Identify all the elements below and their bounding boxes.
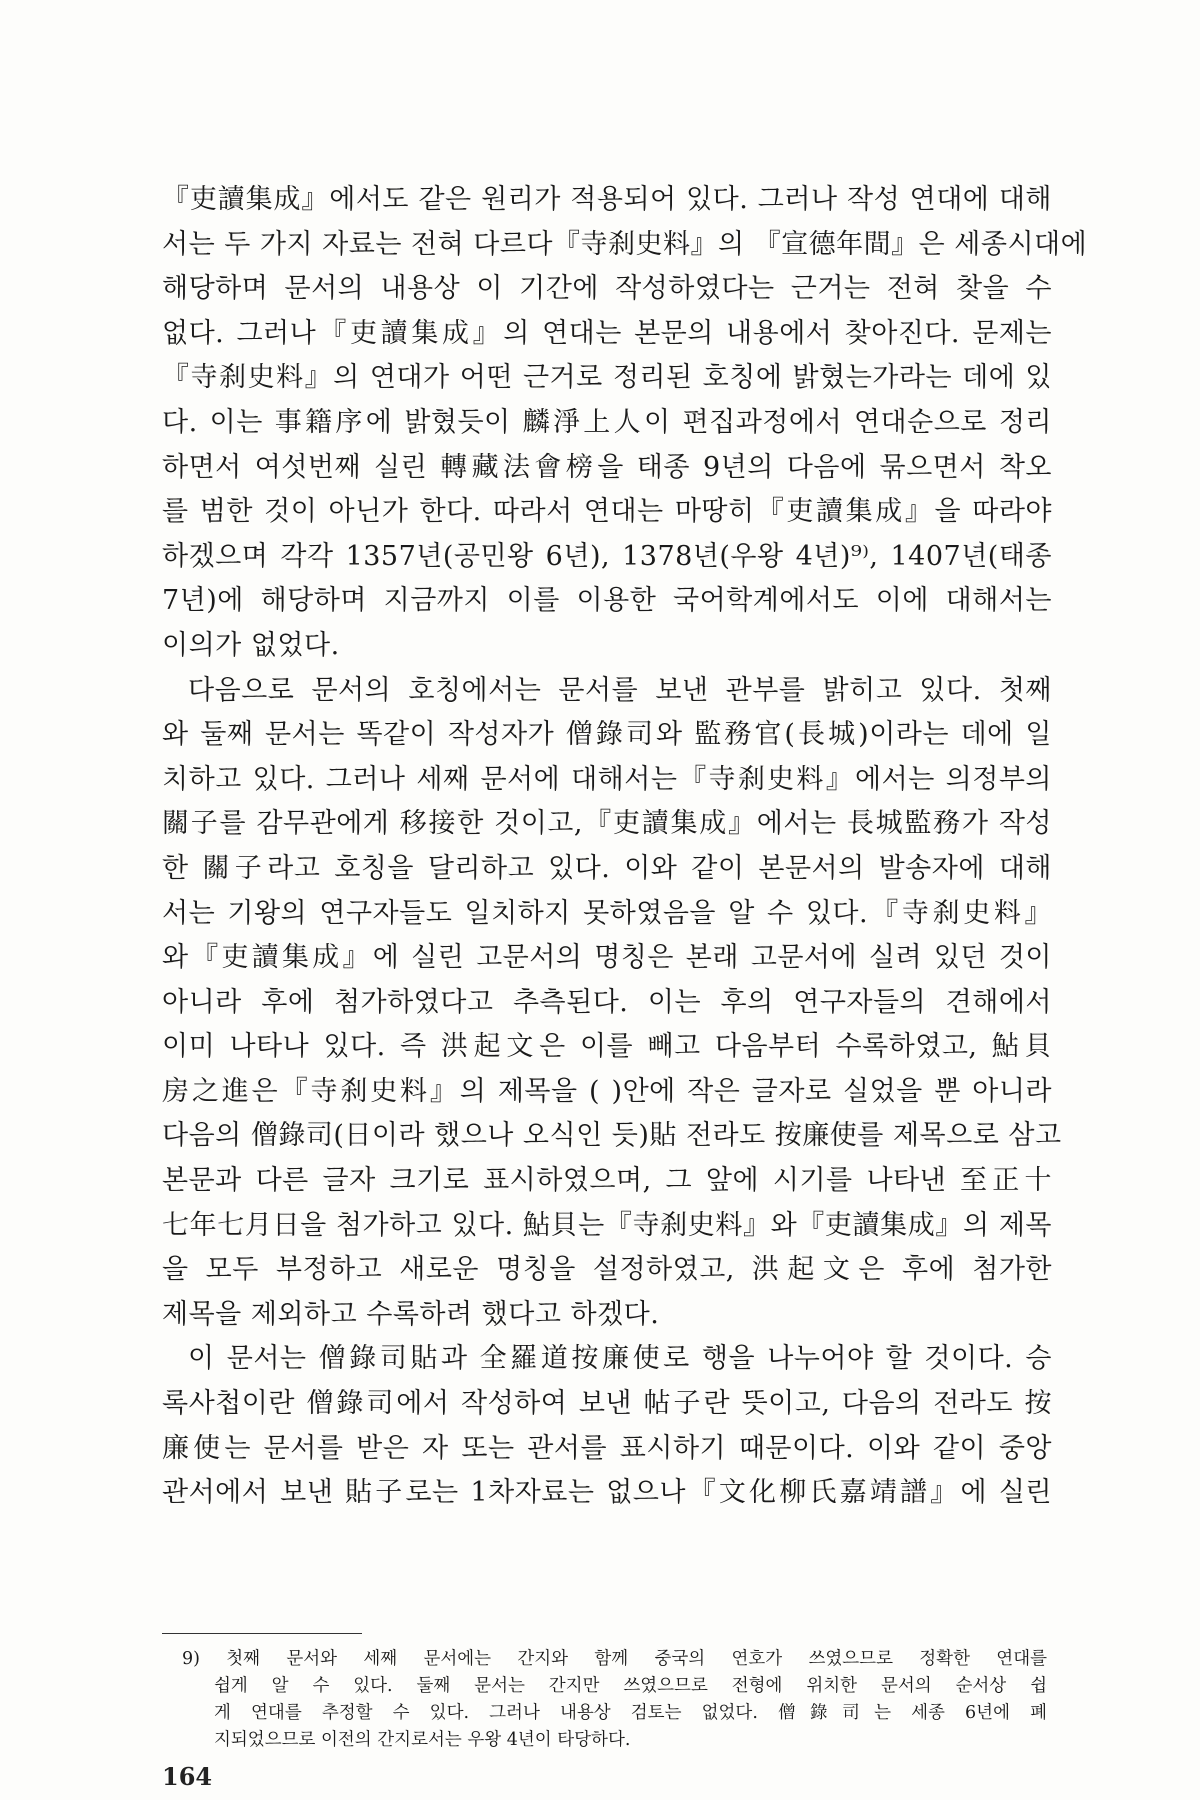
footnote-line: 지되었으므로 이전의 간지로서는 우왕 4년이 타당하다. [214,1730,631,1750]
body-line: 廉使는 문서를 받은 자 또는 관서를 표시하기 때문이다. 이와 같이 중앙 [162,1432,1052,1464]
body-line: 관서에서 보낸 貼子로는 1차자료는 없으나『文化柳氏嘉靖譜』에 실린 [162,1477,1052,1509]
body-line: 한 關子라고 호칭을 달리하고 있다. 이와 같이 본문서의 발송자에 대해 [162,852,1052,884]
body-line: 록사첩이란 僧錄司에서 작성하여 보낸 帖子란 뜻이고, 다음의 전라도 按 [162,1388,1052,1420]
body-line: 아니라 후에 첨가하였다고 추측된다. 이는 후의 연구자들의 견해에서 [162,986,1052,1018]
body-line: 『寺刹史料』의 연대가 어떤 근거로 정리된 호칭에 밝혔는가라는 데에 있 [162,362,1052,394]
body-line: 다음으로 문서의 호칭에서는 문서를 보낸 관부를 밝히고 있다. 첫째 [188,674,1052,706]
page-number: 164 [162,1762,213,1791]
body-line: 서는 기왕의 연구자들도 일치하지 못하였음을 알 수 있다.『寺刹史料』 [162,897,1052,929]
footnote-line: 게 연대를 추정할 수 있다. 그러나 내용상 검토는 없었다. 僧錄司는 세종 6년에 폐 [214,1703,1047,1723]
body-line: 7년)에 해당하며 지금까지 이를 이용한 국어학계에서도 이에 대해서는 [162,585,1052,617]
body-line: 이 문서는 僧錄司貼과 全羅道按廉使로 행을 나누어야 할 것이다. 승 [188,1343,1052,1375]
body-line: 해당하며 문서의 내용상 이 기간에 작성하였다는 근거는 전혀 찾을 수 [162,273,1052,305]
body-line: 본문과 다른 글자 크기로 표시하였으며, 그 앞에 시기를 나타낸 至正十 [162,1165,1052,1197]
footnote-line: 쉽게 알 수 있다. 둘째 문서는 간지만 쓰였으므로 전형에 위치한 문서의 순서상 쉽 [214,1676,1047,1696]
footnotes [182,1646,1047,1754]
body-line: 다음의 僧錄司(日이라 했으나 오식인 듯)貼 전라도 按廉使를 제목으로 삼고 [162,1120,1062,1152]
body-line: 하겠으며 각각 1357년(공민왕 6년), 1378년(우왕 4년)⁹⁾, 1407년(태종 [162,540,1052,572]
body-line: 와『吏讀集成』에 실린 고문서의 명칭은 본래 고문서에 실려 있던 것이 [162,942,1052,974]
footnote-line: 9) 첫째 문서와 세째 문서에는 간지와 함께 중국의 연호가 쓰였으므로 정확한 연대를 [182,1649,1047,1669]
body-line: 제목을 제외하고 수록하려 했다고 하겠다. [162,1298,660,1330]
body-line: 『吏讀集成』에서도 같은 원리가 적용되어 있다. 그러나 작성 연대에 대해 [162,184,1052,215]
body-text [162,178,1088,1516]
body-line: 이미 나타나 있다. 즉 洪起文은 이를 빼고 다음부터 수록하였고, 鮎貝 [162,1031,1052,1063]
body-line: 치하고 있다. 그러나 세째 문서에 대해서는『寺刹史料』에서는 의정부의 [162,763,1052,795]
body-line: 이의가 없었다. [162,629,340,661]
body-line: 를 범한 것이 아닌가 한다. 따라서 연대는 마땅히『吏讀集成』을 따라야 [162,496,1052,528]
footnote-divider [162,1633,362,1634]
body-line: 七年七月日을 첨가하고 있다. 鮎貝는『寺刹史料』와『吏讀集成』의 제목 [162,1209,1052,1241]
body-line: 을 모두 부정하고 새로운 명칭을 설정하였고, 洪起文은 후에 첨가한 [162,1254,1052,1286]
body-line: 하면서 여섯번째 실린 轉藏法會榜을 태종 9년의 다음에 묶으면서 착오 [162,451,1052,483]
body-line: 서는 두 가지 자료는 전혀 다르다『寺刹史料』의 『宣德年間』은 세종시대에 [162,228,1088,260]
body-line: 房之進은『寺刹史料』의 제목을 ( )안에 작은 글자로 실었을 뿐 아니라 [162,1075,1052,1107]
body-line: 다. 이는 事籍序에 밝혔듯이 麟淨上人이 편집과정에서 연대순으로 정리 [162,406,1052,438]
body-line: 와 둘째 문서는 똑같이 작성자가 僧錄司와 監務官(長城)이라는 데에 일 [162,719,1052,751]
body-line: 없다. 그러나『吏讀集成』의 연대는 본문의 내용에서 찾아진다. 문제는 [162,317,1052,349]
body-line: 關子를 감무관에게 移接한 것이고,『吏讀集成』에서는 長城監務가 작성 [162,808,1052,840]
